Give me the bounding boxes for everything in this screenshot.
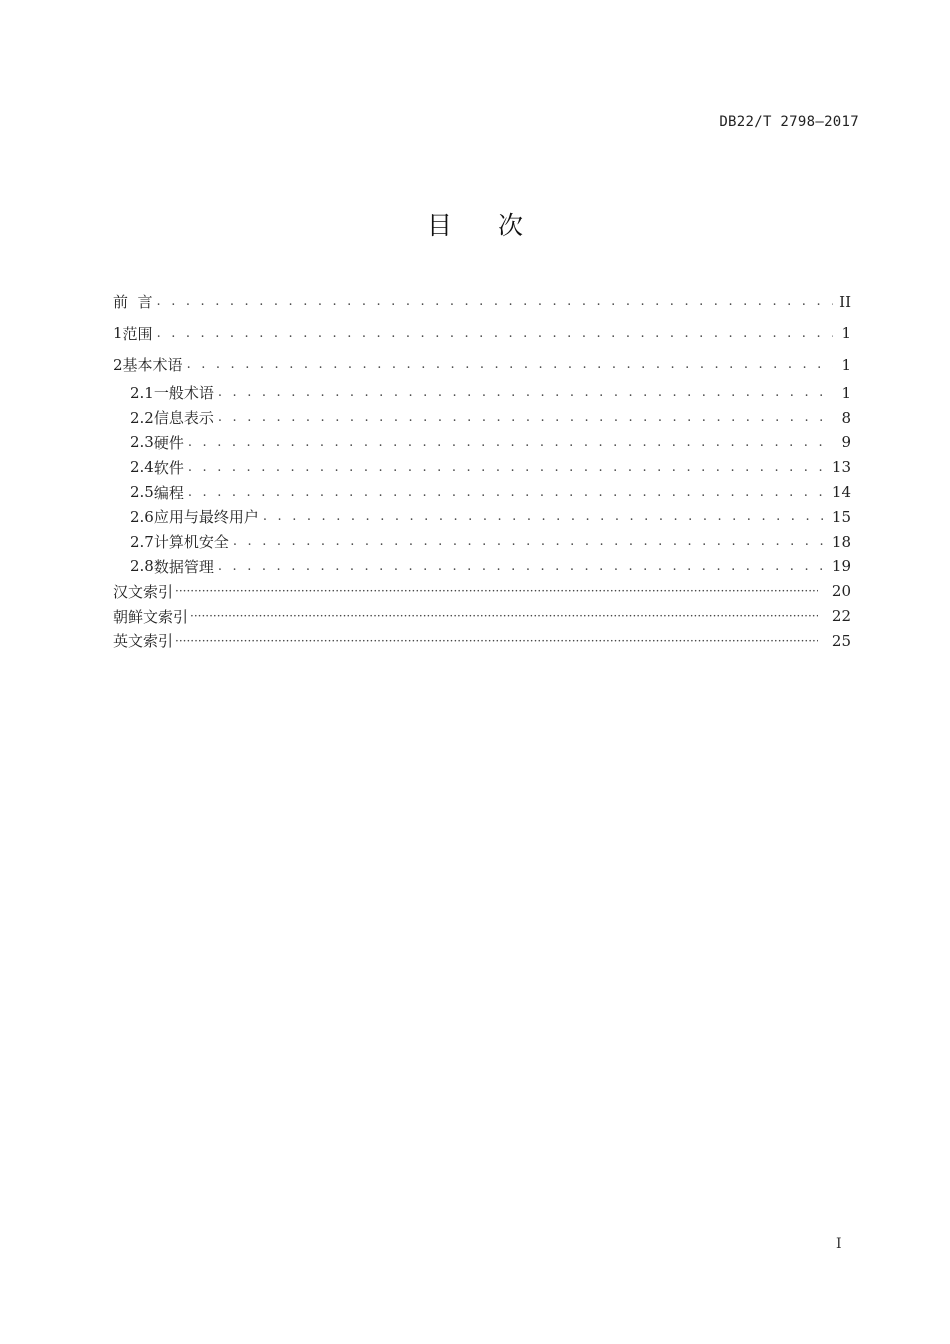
- toc-entry-label: 范围: [122, 324, 153, 343]
- toc-entry-label: 信息表示: [153, 409, 214, 428]
- toc-entry-page: 18: [831, 532, 851, 551]
- toc-entry-page: 1: [841, 383, 851, 402]
- toc-entry-chinese-index[interactable]: [113, 579, 851, 604]
- toc-entry-label: 前 言: [113, 293, 153, 312]
- toc-entry-number: 2.3: [130, 433, 154, 452]
- toc-entry-number: 2.8: [130, 557, 154, 576]
- toc-entry-terms[interactable]: [113, 349, 851, 381]
- toc-entry-label: 英文索引: [113, 632, 174, 651]
- page-number: I: [836, 1236, 842, 1252]
- dot-leader: [218, 385, 833, 400]
- toc-entry-label: 基本术语: [122, 356, 183, 375]
- toc-entry-data-management[interactable]: [113, 554, 851, 579]
- dot-leader: [218, 410, 833, 425]
- toc-entry-number: 2.1: [130, 383, 154, 402]
- toc-entry-page: 1: [841, 355, 851, 374]
- page-title: 目次: [426, 211, 569, 240]
- toc-entry-preface[interactable]: [113, 286, 851, 318]
- toc-entry-page: 15: [831, 507, 851, 526]
- toc-entry-programming[interactable]: [113, 480, 851, 505]
- dot-leader: [157, 326, 833, 341]
- dot-leader: [263, 509, 826, 524]
- toc-entry-page: 14: [831, 483, 851, 502]
- toc-entry-page: II: [839, 292, 851, 311]
- toc-entry-label: 应用与最终用户: [153, 508, 259, 527]
- dot-leader: [175, 634, 818, 648]
- toc-entry-label: 一般术语: [153, 384, 214, 403]
- toc-entry-page: 22: [831, 607, 851, 626]
- toc-entry-label: 朝鲜文索引: [113, 607, 189, 626]
- dot-leader: [188, 460, 826, 475]
- toc-entry-label: 编程: [153, 483, 184, 502]
- toc-entry-number: 2.4: [130, 458, 154, 477]
- toc-entry-page: 20: [831, 582, 851, 601]
- toc-entry-page: 19: [831, 557, 851, 576]
- toc-entry-number: 1: [113, 324, 123, 343]
- toc-entry-general-terms[interactable]: [113, 381, 851, 406]
- toc-entry-information-representation[interactable]: [113, 405, 851, 430]
- dot-leader: [187, 357, 833, 372]
- toc-entry-label: 数据管理: [153, 557, 214, 576]
- toc-entry-label: 硬件: [153, 433, 184, 452]
- toc-entry-page: 8: [841, 408, 851, 427]
- toc-entry-page: 9: [841, 433, 851, 452]
- document-code: DB22/T 2798—2017: [719, 114, 859, 130]
- toc-entry-number: 2.7: [130, 532, 154, 551]
- dot-leader: [190, 609, 818, 623]
- toc-entry-computer-security[interactable]: [113, 529, 851, 554]
- dot-leader: [188, 485, 826, 500]
- toc-entry-korean-index[interactable]: [113, 604, 851, 629]
- toc-entry-page: 25: [831, 631, 851, 650]
- dot-leader: [233, 534, 826, 549]
- toc-entry-page: 13: [831, 458, 851, 477]
- dot-leader: [175, 584, 818, 598]
- table-of-contents: [113, 286, 851, 653]
- toc-entry-label: 计算机安全: [153, 533, 229, 552]
- toc-entry-applications-end-users[interactable]: [113, 504, 851, 529]
- toc-entry-label: 软件: [153, 458, 184, 477]
- toc-entry-number: 2: [113, 355, 123, 374]
- dot-leader: [188, 435, 833, 450]
- dot-leader: [218, 559, 826, 574]
- toc-entry-number: 2.6: [130, 507, 154, 526]
- toc-entry-software[interactable]: [113, 455, 851, 480]
- dot-leader: [157, 294, 833, 309]
- toc-entry-hardware[interactable]: [113, 430, 851, 455]
- toc-entry-english-index[interactable]: [113, 628, 851, 653]
- toc-entry-label: 汉文索引: [113, 582, 174, 601]
- toc-entry-number: 2.2: [130, 408, 154, 427]
- toc-entry-page: 1: [841, 324, 851, 343]
- toc-entry-scope[interactable]: [113, 318, 851, 350]
- toc-entry-number: 2.5: [130, 483, 154, 502]
